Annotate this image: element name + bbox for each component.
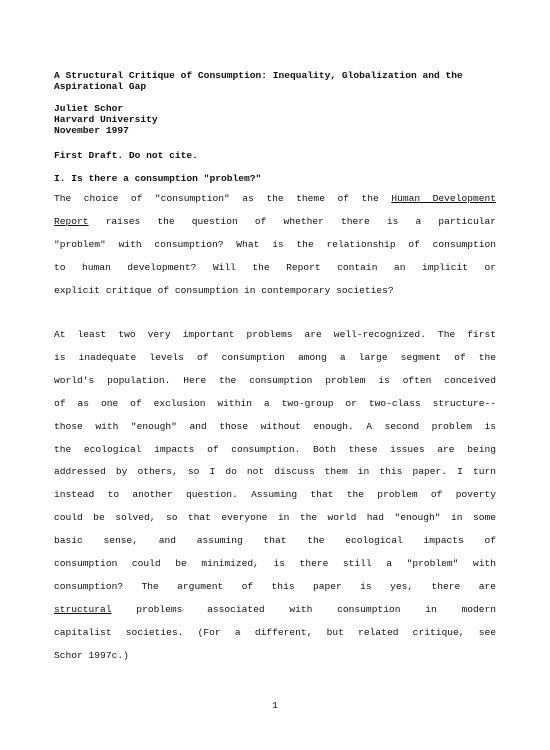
paragraph-line: addressed by others, so I do not discuss them in this paper. I turn — [54, 466, 496, 478]
author-name: Juliet Schor — [54, 103, 124, 114]
paragraph-line: explicit critique of consumption in contemporary societies? — [54, 284, 394, 296]
section-heading: I. Is there a consumption "problem?" — [54, 173, 262, 184]
paragraph-line: consumption could be minimized, is there still a "problem" with — [54, 558, 496, 570]
paper-title: A Structural Critique of Consumption: Inequality, Globalization and the Aspirational Gap — [54, 70, 463, 92]
page-number: 1 — [272, 700, 278, 711]
paragraph-line: is inadequate levels of consumption among a large segment of the — [54, 351, 496, 363]
emphasis-underlined: structural — [54, 603, 112, 615]
paragraph-line: could be solved, so that everyone in the world had "enough" in some — [54, 512, 496, 524]
author-date: November 1997 — [54, 125, 129, 136]
paragraph-2 — [54, 324, 496, 668]
text-span: raises the question of whether there is a particular — [88, 215, 496, 227]
text-span: problems associated with consumption in modern — [111, 603, 496, 615]
draft-note: First Draft. Do not cite. — [54, 150, 198, 161]
paragraph-line — [54, 188, 496, 211]
paragraph-line: Schor 1997c.) — [54, 649, 129, 661]
paragraph-line: consumption? The argument of this paper is yes, there are — [54, 580, 496, 592]
paragraph-line: "problem" with consumption? What is the relationship of consumption — [54, 238, 496, 250]
author-block — [54, 103, 158, 136]
report-title-underlined: Report — [54, 215, 89, 227]
report-title-underlined: Human Development — [391, 193, 496, 204]
paragraph-line: world's population. Here the consumption problem is often conceived — [54, 374, 496, 386]
paragraph-line: capitalist societies. (For a different, but related critique, see — [54, 626, 496, 638]
paragraph-line: those with "enough" and those without enough. A second problem is — [54, 420, 496, 432]
paragraph-line: basic sense, and assuming that the ecological impacts of — [54, 535, 496, 547]
paragraph-line: the ecological impacts of consumption. Both these issues are being — [54, 443, 496, 455]
paragraph-1 — [54, 188, 496, 303]
text-span: The choice of "consumption" as the theme of the — [54, 193, 392, 204]
paragraph-line: instead to another question. Assuming that the problem of poverty — [54, 489, 496, 501]
paragraph-line — [54, 599, 496, 622]
paragraph-line — [54, 211, 496, 234]
paragraph-line: to human development? Will the Report contain an implicit or — [54, 261, 496, 273]
paragraph-line: of as one of exclusion within a two-group or two-class structure-- — [54, 397, 496, 409]
author-affiliation: Harvard University — [54, 114, 158, 125]
paragraph-line: At least two very important problems are well-recognized. The first — [54, 329, 496, 340]
